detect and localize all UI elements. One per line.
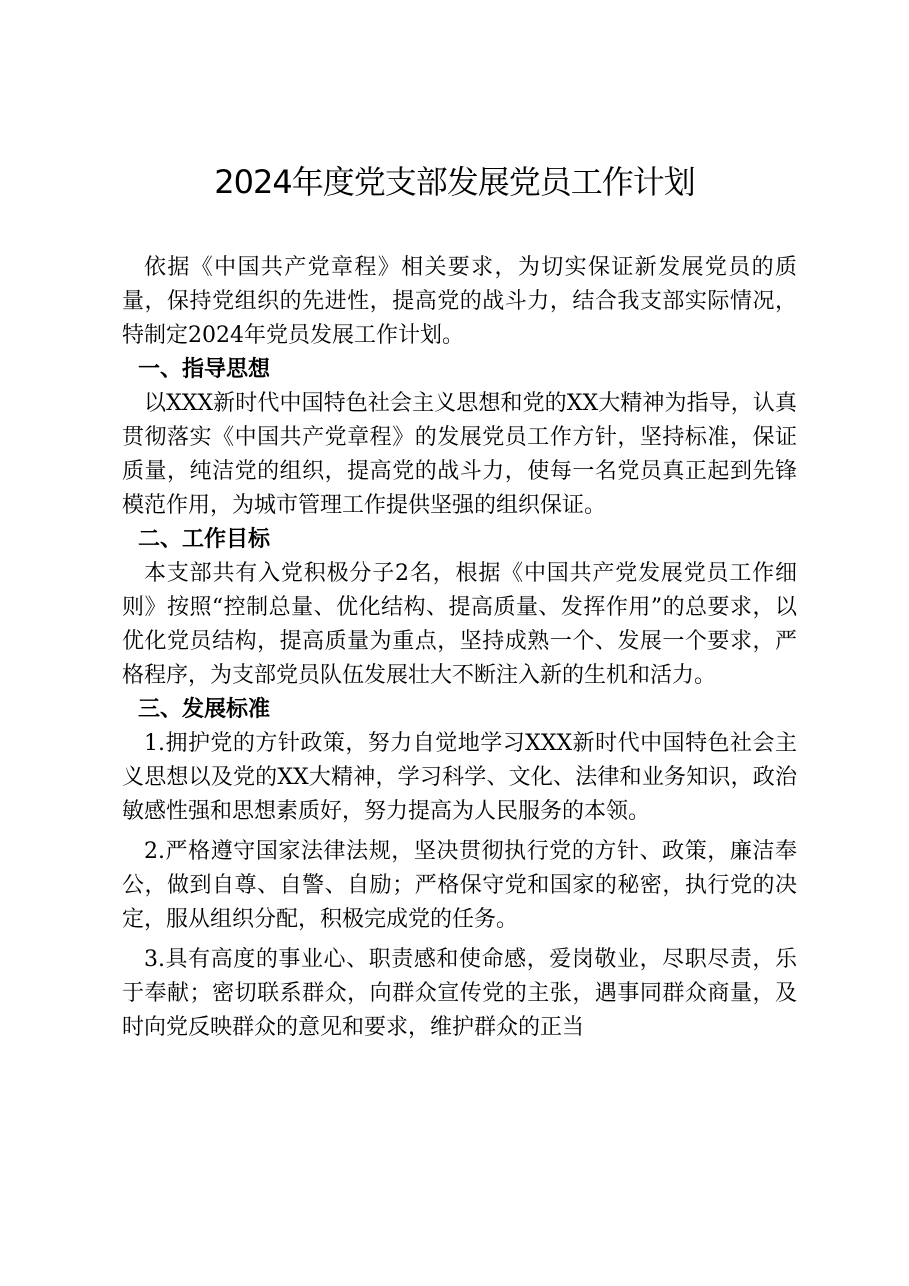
section-heading-development-standards: 三、发展标准	[138, 697, 271, 722]
standard-item-3: 3.具有高度的事业心、职责感和使命感，爱岗敬业，尽职尽责，乐于奉献；密切联系群众，向群众宣传党的主张，遇事同群众商量，及时向党反映群众的意见和要求，维护群众的正当	[122, 947, 797, 1040]
section-heading-guiding-ideology: 一、指导思想	[138, 357, 271, 382]
document-title: 2024年度党支部发展党员工作计划	[214, 163, 695, 201]
document-body	[122, 251, 797, 1045]
work-goals-paragraph: 本支部共有入党积极分子2名，根据《中国共产党发展党员工作细则》按照“控制总量、优化结构、提高质量、发挥作用”的总要求，以优化党员结构，提高质量为重点，坚持成熟一个、发展一个要求，严格程序，为支部党员队伍发展壮大不断注入新的生机和活力。	[122, 561, 797, 688]
section-heading-work-goals: 二、工作目标	[138, 527, 271, 552]
standard-item-2: 2.严格遵守国家法律法规，坚决贯彻执行党的方针、政策，廉洁奉公，做到自尊、自警、自励；严格保守党和国家的秘密，执行党的决定，服从组织分配，积极完成党的任务。	[122, 839, 797, 932]
intro-paragraph: 依据《中国共产党章程》相关要求，为切实保证新发展党员的质量，保持党组织的先进性，提高党的战斗力，结合我支部实际情况，特制定2024年党员发展工作计划。	[122, 255, 797, 348]
standard-item-1: 1.拥护党的方针政策，努力自觉地学习XXX新时代中国特色社会主义思想以及党的XX大精神，学习科学、文化、法律和业务知识，政治敏感性强和思想素质好，努力提高为人民服务的本领。	[122, 731, 797, 824]
guiding-ideology-paragraph: 以XXX新时代中国特色社会主义思想和党的XX大精神为指导，认真贯彻落实《中国共产党章程》的发展党员工作方针，坚持标准，保证质量，纯洁党的组织，提高党的战斗力，使每一名党员真正起到先锋模范作用，为城市管理工作提供坚强的组织保证。	[122, 391, 798, 518]
